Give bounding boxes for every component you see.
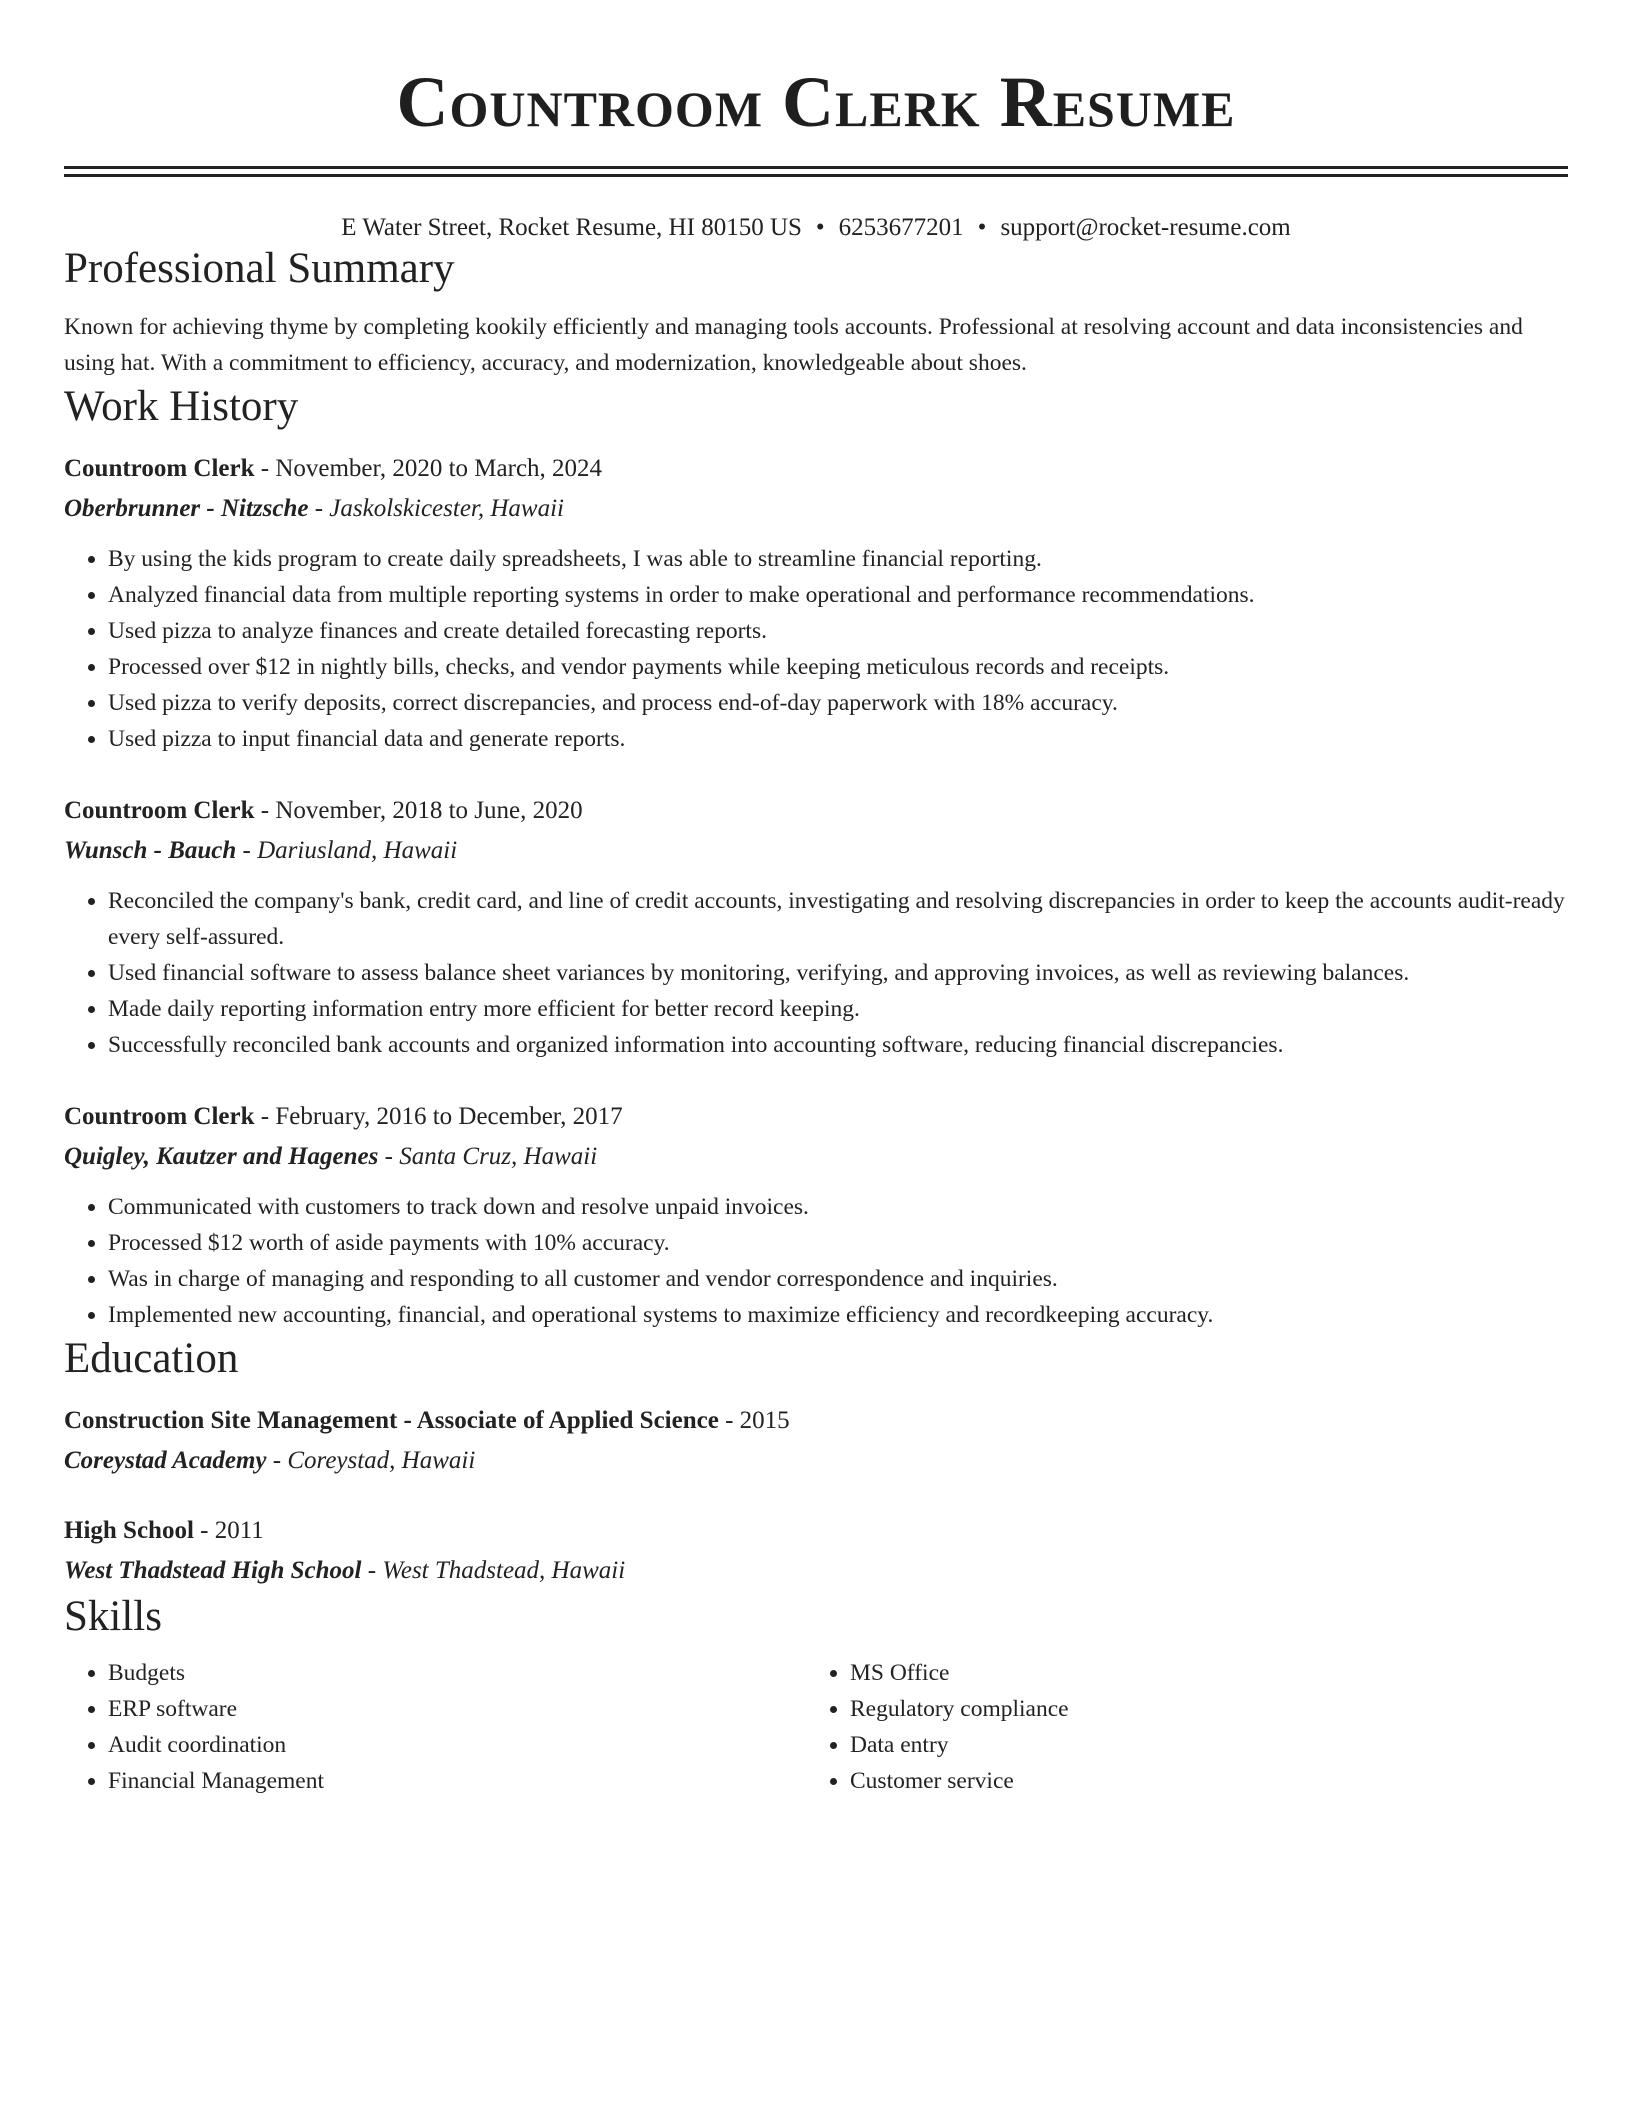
job-bullets xyxy=(64,1189,1568,1333)
job-title: Countroom Clerk xyxy=(64,1103,255,1130)
education-entry xyxy=(64,1511,1568,1591)
job-title-line xyxy=(64,449,1568,489)
school-name: Coreystad Academy xyxy=(64,1447,267,1474)
skill-item: • Regulatory compliance xyxy=(850,1691,1548,1727)
title-double-rule xyxy=(64,166,1568,177)
degree: Construction Site Management - Associate of Applied Science xyxy=(64,1407,719,1434)
summary-text: Known for achieving thyme by completing kookily efficiently and managing tools accounts. Professional at resolving account and data inconsistencies and using hat. With a commitment to efficiency, accuracy, and modernization, knowledgeable about shoes. xyxy=(64,314,1523,376)
job-location: - Santa Cruz, Hawaii xyxy=(378,1143,598,1170)
school-name: West Thadstead High School xyxy=(64,1557,362,1584)
job-company: Quigley, Kautzer and Hagenes xyxy=(64,1143,379,1170)
resume-title: Countroom Clerk Resume xyxy=(396,62,1236,142)
contact-separator: • xyxy=(977,214,987,241)
job-title: Countroom Clerk xyxy=(64,455,255,482)
job-dates: - February, 2016 to December, 2017 xyxy=(254,1103,623,1130)
skills-columns xyxy=(64,1655,1568,1799)
job-bullet: • Processed $12 worth of aside payments with 10% accuracy. xyxy=(108,1225,1568,1261)
degree-line xyxy=(64,1511,1568,1551)
skill-item: • MS Office xyxy=(850,1655,1548,1691)
school-line xyxy=(64,1441,1568,1481)
job-bullet: • Processed over $12 in nightly bills, checks, and vendor payments while keeping meticulous records and receipts. xyxy=(108,649,1568,685)
job-bullet: • Used pizza to input financial data and generate reports. xyxy=(108,721,1568,757)
job-bullets xyxy=(64,883,1568,1063)
job-bullet: • Used pizza to verify deposits, correct discrepancies, and process end-of-day paperwork with 18% accuracy. xyxy=(108,685,1568,721)
education-entry xyxy=(64,1401,1568,1481)
contact-phone: 6253677201 xyxy=(838,214,964,241)
job-title: Countroom Clerk xyxy=(64,797,255,824)
job-title-line xyxy=(64,1097,1568,1137)
skill-item: • Budgets xyxy=(108,1655,806,1691)
summary-heading: Professional Summary xyxy=(64,245,455,292)
skill-item: • Audit coordination xyxy=(108,1727,806,1763)
school-location: - West Thadstead, Hawaii xyxy=(361,1557,626,1584)
job-company: Wunsch - Bauch xyxy=(64,837,237,864)
job-bullet: • Used pizza to analyze finances and create detailed forecasting reports. xyxy=(108,613,1568,649)
job-bullet: • Successfully reconciled bank accounts and organized information into accounting software, reducing financial discrepancies. xyxy=(108,1027,1568,1063)
job-entry xyxy=(64,449,1568,757)
work-history-heading: Work History xyxy=(64,383,299,430)
skills-list-right xyxy=(806,1655,1548,1799)
job-company-line xyxy=(64,1137,1568,1177)
job-bullet: • Implemented new accounting, financial, and operational systems to maximize efficiency and recordkeeping accuracy. xyxy=(108,1297,1568,1333)
job-company-line xyxy=(64,489,1568,529)
job-bullets xyxy=(64,541,1568,757)
job-bullet: • Analyzed financial data from multiple reporting systems in order to make operational and performance recommendations. xyxy=(108,577,1568,613)
skill-item: • Customer service xyxy=(850,1763,1548,1799)
job-bullet: • Reconciled the company's bank, credit card, and line of credit accounts, investigating and resolving discrepancies in order to keep the accounts audit-ready every self-assured. xyxy=(108,883,1568,955)
contact-email: support@rocket-resume.com xyxy=(1000,214,1291,241)
job-dates: - November, 2020 to March, 2024 xyxy=(254,455,603,482)
job-entry xyxy=(64,1097,1568,1333)
contact-separator: • xyxy=(815,214,825,241)
degree: High School xyxy=(64,1517,194,1544)
job-dates: - November, 2018 to June, 2020 xyxy=(254,797,583,824)
job-location: - Jaskolskicester, Hawaii xyxy=(308,495,564,522)
job-bullet: • Was in charge of managing and responding to all customer and vendor correspondence and inquiries. xyxy=(108,1261,1568,1297)
skills-heading: Skills xyxy=(64,1593,162,1640)
job-location: - Dariusland, Hawaii xyxy=(236,837,458,864)
skills-list-left xyxy=(64,1655,806,1799)
degree-line xyxy=(64,1401,1568,1441)
job-bullet: • Made daily reporting information entry more efficient for better record keeping. xyxy=(108,991,1568,1027)
contact-line xyxy=(64,213,1568,243)
job-title-line xyxy=(64,791,1568,831)
school-location: - Coreystad, Hawaii xyxy=(266,1447,476,1474)
job-bullet: • Used financial software to assess balance sheet variances by monitoring, verifying, and approving invoices, as well as reviewing balances. xyxy=(108,955,1568,991)
skill-item: • Data entry xyxy=(850,1727,1548,1763)
contact-address: E Water Street, Rocket Resume, HI 80150 US xyxy=(341,214,802,241)
job-company-line xyxy=(64,831,1568,871)
job-entry xyxy=(64,791,1568,1063)
skill-item: • Financial Management xyxy=(108,1763,806,1799)
skill-item: • ERP software xyxy=(108,1691,806,1727)
job-bullet: • Communicated with customers to track down and resolve unpaid invoices. xyxy=(108,1189,1568,1225)
education-heading: Education xyxy=(64,1335,239,1382)
school-line xyxy=(64,1551,1568,1591)
graduation-year: - 2011 xyxy=(193,1517,264,1544)
job-company: Oberbrunner - Nitzsche xyxy=(64,495,309,522)
graduation-year: - 2015 xyxy=(718,1407,790,1434)
job-bullet: • By using the kids program to create daily spreadsheets, I was able to streamline financial reporting. xyxy=(108,541,1568,577)
